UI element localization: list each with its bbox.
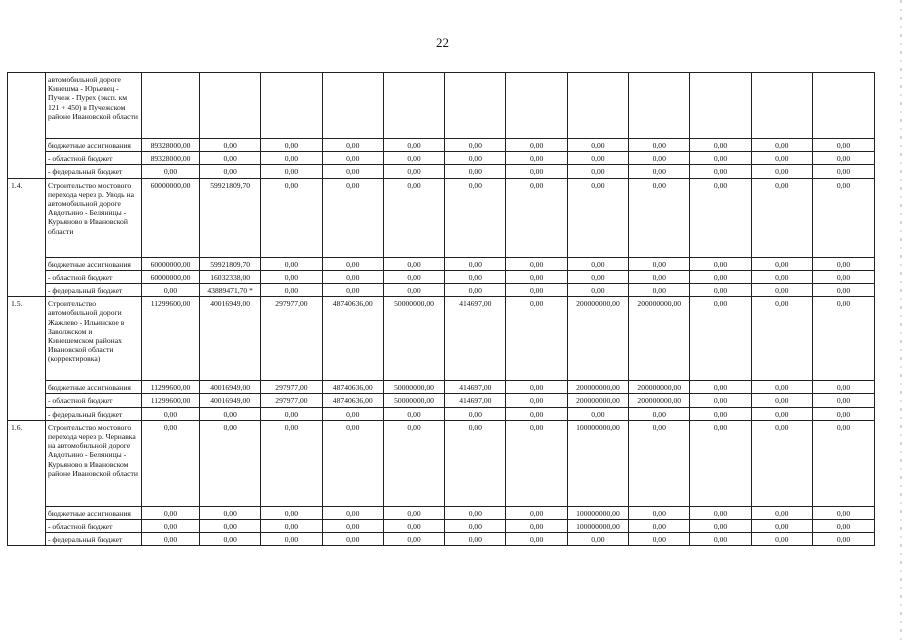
- value-cell: 0,00: [567, 533, 628, 546]
- value-cell: 0,00: [142, 533, 200, 546]
- value-cell: 0,00: [322, 178, 383, 257]
- value-cell: 43889471,70 *: [200, 284, 261, 297]
- value-cell: 0,00: [812, 520, 874, 533]
- item-name: автомобильной дороге Кинешма - Юрьевец - Пучеж - Пурех (эксп. км 121 + 450) в Пучежском районе Ивановской области: [46, 73, 142, 139]
- value-cell: 0,00: [142, 506, 200, 519]
- value-cell: 0,00: [445, 165, 506, 178]
- budget-row: [8, 139, 875, 152]
- budget-row-label: - федеральный бюджет: [46, 165, 142, 178]
- value-cell: 0,00: [200, 407, 261, 420]
- value-cell: 0,00: [751, 152, 812, 165]
- value-cell: 0,00: [629, 165, 690, 178]
- value-cell: 0,00: [812, 257, 874, 270]
- value-cell: [445, 73, 506, 139]
- value-cell: 0,00: [445, 533, 506, 546]
- value-cell: 0,00: [445, 270, 506, 283]
- value-cell: 0,00: [445, 520, 506, 533]
- value-cell: 0,00: [445, 407, 506, 420]
- value-cell: 0,00: [322, 284, 383, 297]
- value-cell: 0,00: [261, 165, 322, 178]
- scan-edge-artifact: [900, 0, 902, 640]
- value-cell: 0,00: [812, 165, 874, 178]
- value-cell: 0,00: [322, 420, 383, 506]
- item-row: [8, 420, 875, 506]
- value-cell: 0,00: [322, 270, 383, 283]
- value-cell: 0,00: [751, 257, 812, 270]
- value-cell: 0,00: [751, 520, 812, 533]
- value-cell: 0,00: [200, 152, 261, 165]
- value-cell: 0,00: [812, 152, 874, 165]
- value-cell: 200000000,00: [629, 381, 690, 394]
- value-cell: 0,00: [261, 506, 322, 519]
- value-cell: 0,00: [383, 139, 444, 152]
- value-cell: 0,00: [506, 520, 567, 533]
- value-cell: 0,00: [261, 533, 322, 546]
- value-cell: 0,00: [383, 520, 444, 533]
- value-cell: 0,00: [751, 506, 812, 519]
- value-cell: 200000000,00: [629, 394, 690, 407]
- value-cell: 0,00: [445, 284, 506, 297]
- value-cell: 0,00: [506, 284, 567, 297]
- value-cell: 0,00: [506, 257, 567, 270]
- value-cell: 0,00: [322, 407, 383, 420]
- value-cell: 0,00: [629, 152, 690, 165]
- value-cell: 414697,00: [445, 297, 506, 381]
- budget-row-label: - областной бюджет: [46, 152, 142, 165]
- value-cell: 0,00: [322, 533, 383, 546]
- budget-row: [8, 407, 875, 420]
- value-cell: 40016949,00: [200, 297, 261, 381]
- budget-row-label: - федеральный бюджет: [46, 407, 142, 420]
- item-row: [8, 73, 875, 139]
- value-cell: 0,00: [445, 178, 506, 257]
- value-cell: 0,00: [200, 139, 261, 152]
- value-cell: 0,00: [812, 407, 874, 420]
- budget-row-label: - областной бюджет: [46, 520, 142, 533]
- budget-row-label: - федеральный бюджет: [46, 533, 142, 546]
- value-cell: 0,00: [567, 407, 628, 420]
- item-name: Строительство автомобильной дороги Жажлево - Ильинское в Заволжском и Кинешемском районах Ивановской области (корректировка): [46, 297, 142, 381]
- value-cell: 0,00: [383, 284, 444, 297]
- value-cell: 60000000,00: [142, 270, 200, 283]
- value-cell: 0,00: [506, 506, 567, 519]
- value-cell: 200000000,00: [567, 297, 628, 381]
- value-cell: 0,00: [751, 297, 812, 381]
- value-cell: 48740636,00: [322, 394, 383, 407]
- value-cell: 0,00: [383, 270, 444, 283]
- value-cell: 0,00: [567, 270, 628, 283]
- value-cell: 0,00: [629, 420, 690, 506]
- value-cell: [629, 73, 690, 139]
- value-cell: [690, 73, 751, 139]
- value-cell: 0,00: [751, 420, 812, 506]
- budget-row-label: - областной бюджет: [46, 270, 142, 283]
- budget-row-label: бюджетные ассигнования: [46, 506, 142, 519]
- item-number: 1.6.: [8, 420, 46, 546]
- budget-table-body: [8, 73, 875, 546]
- value-cell: 0,00: [506, 270, 567, 283]
- value-cell: [567, 73, 628, 139]
- value-cell: 0,00: [261, 152, 322, 165]
- value-cell: 0,00: [506, 297, 567, 381]
- value-cell: 0,00: [506, 533, 567, 546]
- value-cell: 0,00: [383, 420, 444, 506]
- item-number: [8, 73, 46, 179]
- value-cell: 0,00: [445, 506, 506, 519]
- value-cell: 0,00: [629, 506, 690, 519]
- value-cell: 0,00: [506, 407, 567, 420]
- value-cell: 0,00: [506, 420, 567, 506]
- value-cell: 0,00: [567, 178, 628, 257]
- item-number: 1.4.: [8, 178, 46, 297]
- budget-row-label: бюджетные ассигнования: [46, 381, 142, 394]
- value-cell: 0,00: [506, 394, 567, 407]
- budget-row: [8, 257, 875, 270]
- value-cell: 0,00: [812, 139, 874, 152]
- value-cell: 0,00: [142, 520, 200, 533]
- value-cell: 0,00: [261, 139, 322, 152]
- value-cell: 0,00: [322, 139, 383, 152]
- budget-row: [8, 284, 875, 297]
- value-cell: 0,00: [142, 284, 200, 297]
- value-cell: 0,00: [261, 178, 322, 257]
- value-cell: 0,00: [690, 165, 751, 178]
- value-cell: 89328000,00: [142, 139, 200, 152]
- value-cell: 0,00: [383, 178, 444, 257]
- budget-row-label: бюджетные ассигнования: [46, 139, 142, 152]
- budget-row: [8, 520, 875, 533]
- value-cell: 48740636,00: [322, 381, 383, 394]
- budget-row-label: бюджетные ассигнования: [46, 257, 142, 270]
- value-cell: 100000000,00: [567, 520, 628, 533]
- value-cell: 59921809,70: [200, 257, 261, 270]
- budget-row: [8, 165, 875, 178]
- value-cell: 0,00: [690, 139, 751, 152]
- value-cell: 0,00: [322, 257, 383, 270]
- value-cell: 0,00: [812, 533, 874, 546]
- value-cell: 0,00: [142, 420, 200, 506]
- value-cell: 0,00: [812, 381, 874, 394]
- value-cell: 0,00: [629, 533, 690, 546]
- value-cell: 0,00: [567, 284, 628, 297]
- value-cell: 0,00: [690, 533, 751, 546]
- value-cell: 0,00: [690, 381, 751, 394]
- value-cell: 0,00: [261, 284, 322, 297]
- value-cell: 0,00: [690, 407, 751, 420]
- value-cell: 0,00: [445, 152, 506, 165]
- value-cell: 0,00: [629, 257, 690, 270]
- value-cell: 0,00: [629, 270, 690, 283]
- value-cell: 50000000,00: [383, 297, 444, 381]
- item-row: [8, 178, 875, 257]
- value-cell: 0,00: [751, 178, 812, 257]
- value-cell: 297977,00: [261, 394, 322, 407]
- value-cell: 0,00: [383, 257, 444, 270]
- value-cell: 0,00: [383, 506, 444, 519]
- value-cell: [200, 73, 261, 139]
- value-cell: 0,00: [445, 139, 506, 152]
- value-cell: 0,00: [751, 533, 812, 546]
- value-cell: 0,00: [445, 420, 506, 506]
- item-name: Строительство мостового перехода через р. Уводь на автомобильной дороге Авдотьино - Беляницы - Курьяново в Ивановской области: [46, 178, 142, 257]
- value-cell: 0,00: [751, 407, 812, 420]
- value-cell: 11299600,00: [142, 297, 200, 381]
- value-cell: 0,00: [812, 270, 874, 283]
- budget-table: [7, 72, 875, 546]
- value-cell: [261, 73, 322, 139]
- value-cell: 0,00: [383, 165, 444, 178]
- value-cell: 0,00: [812, 420, 874, 506]
- value-cell: 100000000,00: [567, 506, 628, 519]
- value-cell: 0,00: [812, 284, 874, 297]
- budget-row: [8, 381, 875, 394]
- value-cell: 0,00: [200, 165, 261, 178]
- value-cell: 0,00: [812, 394, 874, 407]
- value-cell: 0,00: [690, 178, 751, 257]
- value-cell: 0,00: [751, 394, 812, 407]
- budget-row: [8, 506, 875, 519]
- budget-row: [8, 533, 875, 546]
- value-cell: 0,00: [751, 284, 812, 297]
- value-cell: 0,00: [690, 506, 751, 519]
- value-cell: 0,00: [142, 165, 200, 178]
- value-cell: 0,00: [322, 520, 383, 533]
- value-cell: 0,00: [322, 165, 383, 178]
- value-cell: 0,00: [261, 407, 322, 420]
- value-cell: 0,00: [812, 506, 874, 519]
- value-cell: [506, 73, 567, 139]
- budget-row: [8, 152, 875, 165]
- value-cell: 0,00: [690, 257, 751, 270]
- value-cell: [322, 73, 383, 139]
- budget-row-label: - федеральный бюджет: [46, 284, 142, 297]
- value-cell: 0,00: [200, 420, 261, 506]
- value-cell: [812, 73, 874, 139]
- value-cell: 0,00: [506, 165, 567, 178]
- value-cell: 0,00: [200, 533, 261, 546]
- value-cell: 60000000,00: [142, 178, 200, 257]
- item-row: [8, 297, 875, 381]
- value-cell: 0,00: [629, 284, 690, 297]
- value-cell: 60000000,00: [142, 257, 200, 270]
- value-cell: 0,00: [261, 420, 322, 506]
- value-cell: 0,00: [383, 152, 444, 165]
- value-cell: 0,00: [629, 520, 690, 533]
- value-cell: 0,00: [506, 381, 567, 394]
- value-cell: 0,00: [200, 506, 261, 519]
- value-cell: 0,00: [261, 520, 322, 533]
- value-cell: 0,00: [261, 257, 322, 270]
- value-cell: [142, 73, 200, 139]
- value-cell: 0,00: [261, 270, 322, 283]
- value-cell: 297977,00: [261, 381, 322, 394]
- value-cell: 0,00: [751, 139, 812, 152]
- value-cell: 0,00: [629, 407, 690, 420]
- value-cell: 40016949,00: [200, 394, 261, 407]
- page-number: 22: [436, 35, 449, 50]
- value-cell: 0,00: [506, 178, 567, 257]
- value-cell: 0,00: [690, 270, 751, 283]
- value-cell: 11299600,00: [142, 394, 200, 407]
- value-cell: 200000000,00: [567, 394, 628, 407]
- value-cell: 414697,00: [445, 394, 506, 407]
- value-cell: 89328000,00: [142, 152, 200, 165]
- value-cell: 40016949,00: [200, 381, 261, 394]
- value-cell: 200000000,00: [567, 381, 628, 394]
- item-number: 1.5.: [8, 297, 46, 421]
- value-cell: 0,00: [567, 165, 628, 178]
- value-cell: 0,00: [567, 152, 628, 165]
- value-cell: 11299600,00: [142, 381, 200, 394]
- value-cell: 0,00: [200, 520, 261, 533]
- value-cell: 0,00: [506, 152, 567, 165]
- value-cell: 0,00: [322, 152, 383, 165]
- value-cell: 16032338,00: [200, 270, 261, 283]
- value-cell: 297977,00: [261, 297, 322, 381]
- value-cell: 0,00: [751, 165, 812, 178]
- value-cell: 100000000,00: [567, 420, 628, 506]
- value-cell: 0,00: [322, 506, 383, 519]
- value-cell: 0,00: [383, 533, 444, 546]
- value-cell: 0,00: [690, 394, 751, 407]
- value-cell: 50000000,00: [383, 381, 444, 394]
- value-cell: [383, 73, 444, 139]
- budget-row-label: - областной бюджет: [46, 394, 142, 407]
- value-cell: 0,00: [812, 178, 874, 257]
- value-cell: 0,00: [690, 520, 751, 533]
- value-cell: 50000000,00: [383, 394, 444, 407]
- value-cell: 0,00: [690, 152, 751, 165]
- value-cell: [751, 73, 812, 139]
- value-cell: 0,00: [690, 297, 751, 381]
- value-cell: 0,00: [383, 407, 444, 420]
- value-cell: 48740636,00: [322, 297, 383, 381]
- value-cell: 0,00: [567, 139, 628, 152]
- value-cell: 0,00: [812, 297, 874, 381]
- value-cell: 0,00: [690, 284, 751, 297]
- value-cell: 0,00: [445, 257, 506, 270]
- value-cell: 0,00: [142, 407, 200, 420]
- value-cell: 0,00: [506, 139, 567, 152]
- value-cell: 0,00: [629, 178, 690, 257]
- value-cell: 0,00: [690, 420, 751, 506]
- value-cell: 414697,00: [445, 381, 506, 394]
- value-cell: 0,00: [567, 257, 628, 270]
- value-cell: 0,00: [751, 270, 812, 283]
- budget-row: [8, 394, 875, 407]
- value-cell: 0,00: [751, 381, 812, 394]
- value-cell: 59921809,70: [200, 178, 261, 257]
- budget-row: [8, 270, 875, 283]
- value-cell: 0,00: [629, 139, 690, 152]
- value-cell: 200000000,00: [629, 297, 690, 381]
- item-name: Строительство мостового перехода через р. Чернавка на автомобильной дороге Авдотьино - Беляницы - Курьяново в Ивановском районе Ивановской области: [46, 420, 142, 506]
